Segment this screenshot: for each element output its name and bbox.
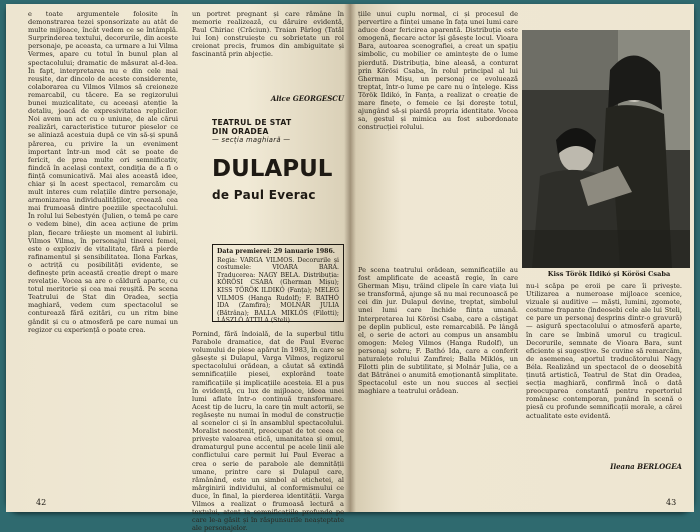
right-page-signature: Ileana BERLOGEA <box>610 462 682 471</box>
left-page-column-2-bottom <box>192 330 344 532</box>
play-title: DULAPUL <box>212 156 333 182</box>
right-page-column-1-top <box>358 10 518 262</box>
production-photo <box>522 30 690 268</box>
theater-name-line-2: DIN ORADEA <box>212 127 269 136</box>
right-column-2-text: nu-i scăpa pe eroii pe care îi privește. Utilizarea a numeroase mijloace scenice, vizuale și auditive — măști, lumini, zgomote, costume frapante (îndeosebi cele ale lui Steli, ce pare un personaj desprins dintr-o gravură) — asigură spectacolului o atmosferă aparte, în care se îmbină umorul cu tragicul. Decorurile, semnate de Vioara Bara, sunt eficiente și sugestive. Se cuvine să remarcăm, de asemenea, aportul traducătorului Nagy Béla. Realizând un spectacol de o deosebită ținută artistică, Teatrul de Stat din Oradea, secția maghiară, confirmă încă o dată preocuparea constantă pentru repertoriul românesc contemporan, punând în scenă o piesă cu profunde semnificații morale, a cărei actualitate este evidentă. <box>526 282 682 420</box>
right-column-1-bottom-text: Pe scena teatrului orădean, semnificațiile au fost amplificate de această regie, în care Gherman Mișu, trăind clipele în care viața lui se transformă, ajunge să nu mai recunoască pe cei din jur. Dulapul devine, treptat, simbolul unei lumi care închide ființa umană. Interpretarea lui Körösi Csaba, care a câștigat pe deplin publicul, este remarcabilă. Pe lângă el, o serie de actori au compus un ansamblu omogen: Meleg Vilmos (Hanga Rudolf), un personaj sobru; F. Bathó Ida, care a conferit naturalețe rolului Zamfirei; Balla Miklós, un Filotti plin de subtilitate, și Molnár Julia, ce a dat Bătrânei o anumită emoționantă simplitate. Spectacolul este un nou succes al secției maghiare a teatrului orădean. <box>358 266 518 396</box>
photo-caption: Kiss Török Ildikó și Körösi Csaba <box>547 270 671 278</box>
right-page-column-1-bottom <box>358 266 518 498</box>
page-number-right: 43 <box>666 498 677 507</box>
book-gutter <box>344 4 356 512</box>
left-page <box>6 4 350 532</box>
play-credits-box <box>212 244 344 325</box>
magazine-spread <box>6 4 694 532</box>
left-page-column-1 <box>28 10 178 498</box>
left-page-signature: Alice GEORGESCU <box>270 94 344 103</box>
theater-name-line-1: TEATRUL DE STAT <box>212 118 292 127</box>
play-author: de Paul Everac <box>212 188 316 202</box>
theater-header <box>212 118 292 145</box>
left-column-2-text: Pornind, fără îndoială, de la superbul titlu Parabole dramatice, dat de Paul Everac volumului de piese apărut în 1983, în care se găsește și Dulapul, Varga Vilmos, regizorul spectacolului orădean, a căutat să extindă semnificațiile piesei, explorând toate ramificațiile și implicațiile acesteia. El a pus în evidență, cu lux de mijloace, ideea unei lumi aflate într-o continuă transformare. Acest tip de lucru, la care țin mult actorii, se regăsește nu numai în modul de construcție al scenelor ci și în ansamblul spectacolului. Moralist neostenit, preocupat de tot ceea ce privește valoarea etică, umanitatea și omul, dramaturgul pune accentul pe acele linii ale conflictului care permit lui Paul Everac a crea o serie de parabole ale demnității umane, printre care și Dulapul care, rămânând, este un simbol al etichetei, al mărginirii individului, al conformismului ce duce, în final, la pierderea identității. Varga Vilmos a realizat o frumoasă lectură a textului, atent la semnificațiile profunde pe care le-a găsit și în răspunsurile neașteptate ale personajelor. <box>192 330 344 532</box>
page-number-left: 42 <box>36 498 47 507</box>
right-page-column-2 <box>526 282 682 448</box>
cast-and-crew: Regia: VARGA VILMOS. Decorurile și costumele: VIOARA BARA. Traducerea: NAGY BELA. Distribuția: KÖRÖSI CSABA (Gherman Mișu); KISS TÖRÖK ILDIKÓ (Fanța); MELEG VILMOS (Hanga Rudolf); F. BATHÓ IDA (Zamfira); MOLNÁR JULIA (Bătrâna); BALLA MIKLÓS (Filotti); LÁSZLÓ ATTILA (Steli). <box>217 256 339 325</box>
production-photo-image <box>522 30 690 268</box>
theater-section: — secția maghiară — <box>212 136 291 144</box>
premiere-date: Data premierei: 29 ianuarie 1986. <box>217 248 335 255</box>
right-page <box>350 4 694 512</box>
right-column-1-top-text: țiile unui cuplu normal, ci și procesul de pervertire a ființei umane în fața unei lumi care aduce doar fericirea aparentă. Distribuția este omogenă, fiecare actor își găsește locul. Vioara Bara, autoarea scenografiei, a creat un spațiu simbolic, cu mobilier ce amintește de o lume pierdută. Distribuția, bine aleasă, a conturat prin Körösi Csaba, în rolul principal al lui Gherman Mișu, un personaj ce evoluează treptat, într-o lume pe care nu o înțelege. Kiss Török Ildikó, în Fanța, a realizat o creație de mare finețe, o femeie ce își dorește totul, ajungând să-și piardă propria identitate. Vocea sa, gestul și mimica au fost subordonate construcției rolului. <box>358 10 518 132</box>
left-column-1-text: e toate argumentele folosite în demonstrarea tezei sponsorizate au atât de multe mijloace, încât vedem ce se întâmplă. Surprinderea textului, decorurile, din aceste personaje, pe aceasta, ca urmare a lui Vilma Vermes, apare cu totul în bunul plan al spectacolului; dramatic de măsurat al-d-lea. În fapt, interpretarea nu e din cele mai reușite, dar dincolo de aceste considerente, colaborarea cu Vilmos Vilmos să creioneze remarcabil, cu tăcere. Ea se regizorului bunei muzicalitate, cu aceeași atenție la detaliu, joacă de expresivitatea replicilor. Noi avem un act cu o uniune, de ale cărui realizări, caracteristice tuturor pieselor ce se aliniază acestuia după ce vin să-și spună părerea, cu privire la un eveniment important într-un mod cât se poate de fericit, de prea multe ori semnificativ, fiindcă în același context, condiția de a fi o ființă comunicativă. Mai ales această idee, chiar și în acest spectacol, remarcăm cu mult interes cum relațiile dintre personaje, armonizarea individualităților, creează cea mai frumoasă dintre poeziile spectacolului. În rolul lui Sebestyén (Julien, o temă pe care o vedem bine), din acea acțiune de prim plan, fiecare trăiește un moment al iubirii. Vilmos Vilma, în personajul tinerei femei, este o exploziv de vitalitate, fără a pierde rafinamentul și sensibilitatea. Ilona Farkas, o actriță cu posibilități evidente, se definește prin această creație drept o mare revelație. Vocea sa are o căldură aparte, cu totul meritorie și cea mai reușită. Pe scena Teatrului de Stat din Oradea, secția maghiară, vedem cum spectacolul se conturează fără ezitări, cu un ritm bine gândit și cu o atmosferă pe care numai un regizor cu experiență o poate crea. <box>28 10 178 334</box>
review-conclusion-text: un portret pregnant și care rămâne în memorie realizează, cu dăruire evidentă, Paul Chiriac (Crăciun). Traian Pârlog (Tatăl lui Ion) construiește cu sobrietate un rol creionat precis, frumos din ambiguitate și fascinantă prin abjecție. <box>192 10 344 59</box>
left-page-column-2-top <box>192 10 344 74</box>
